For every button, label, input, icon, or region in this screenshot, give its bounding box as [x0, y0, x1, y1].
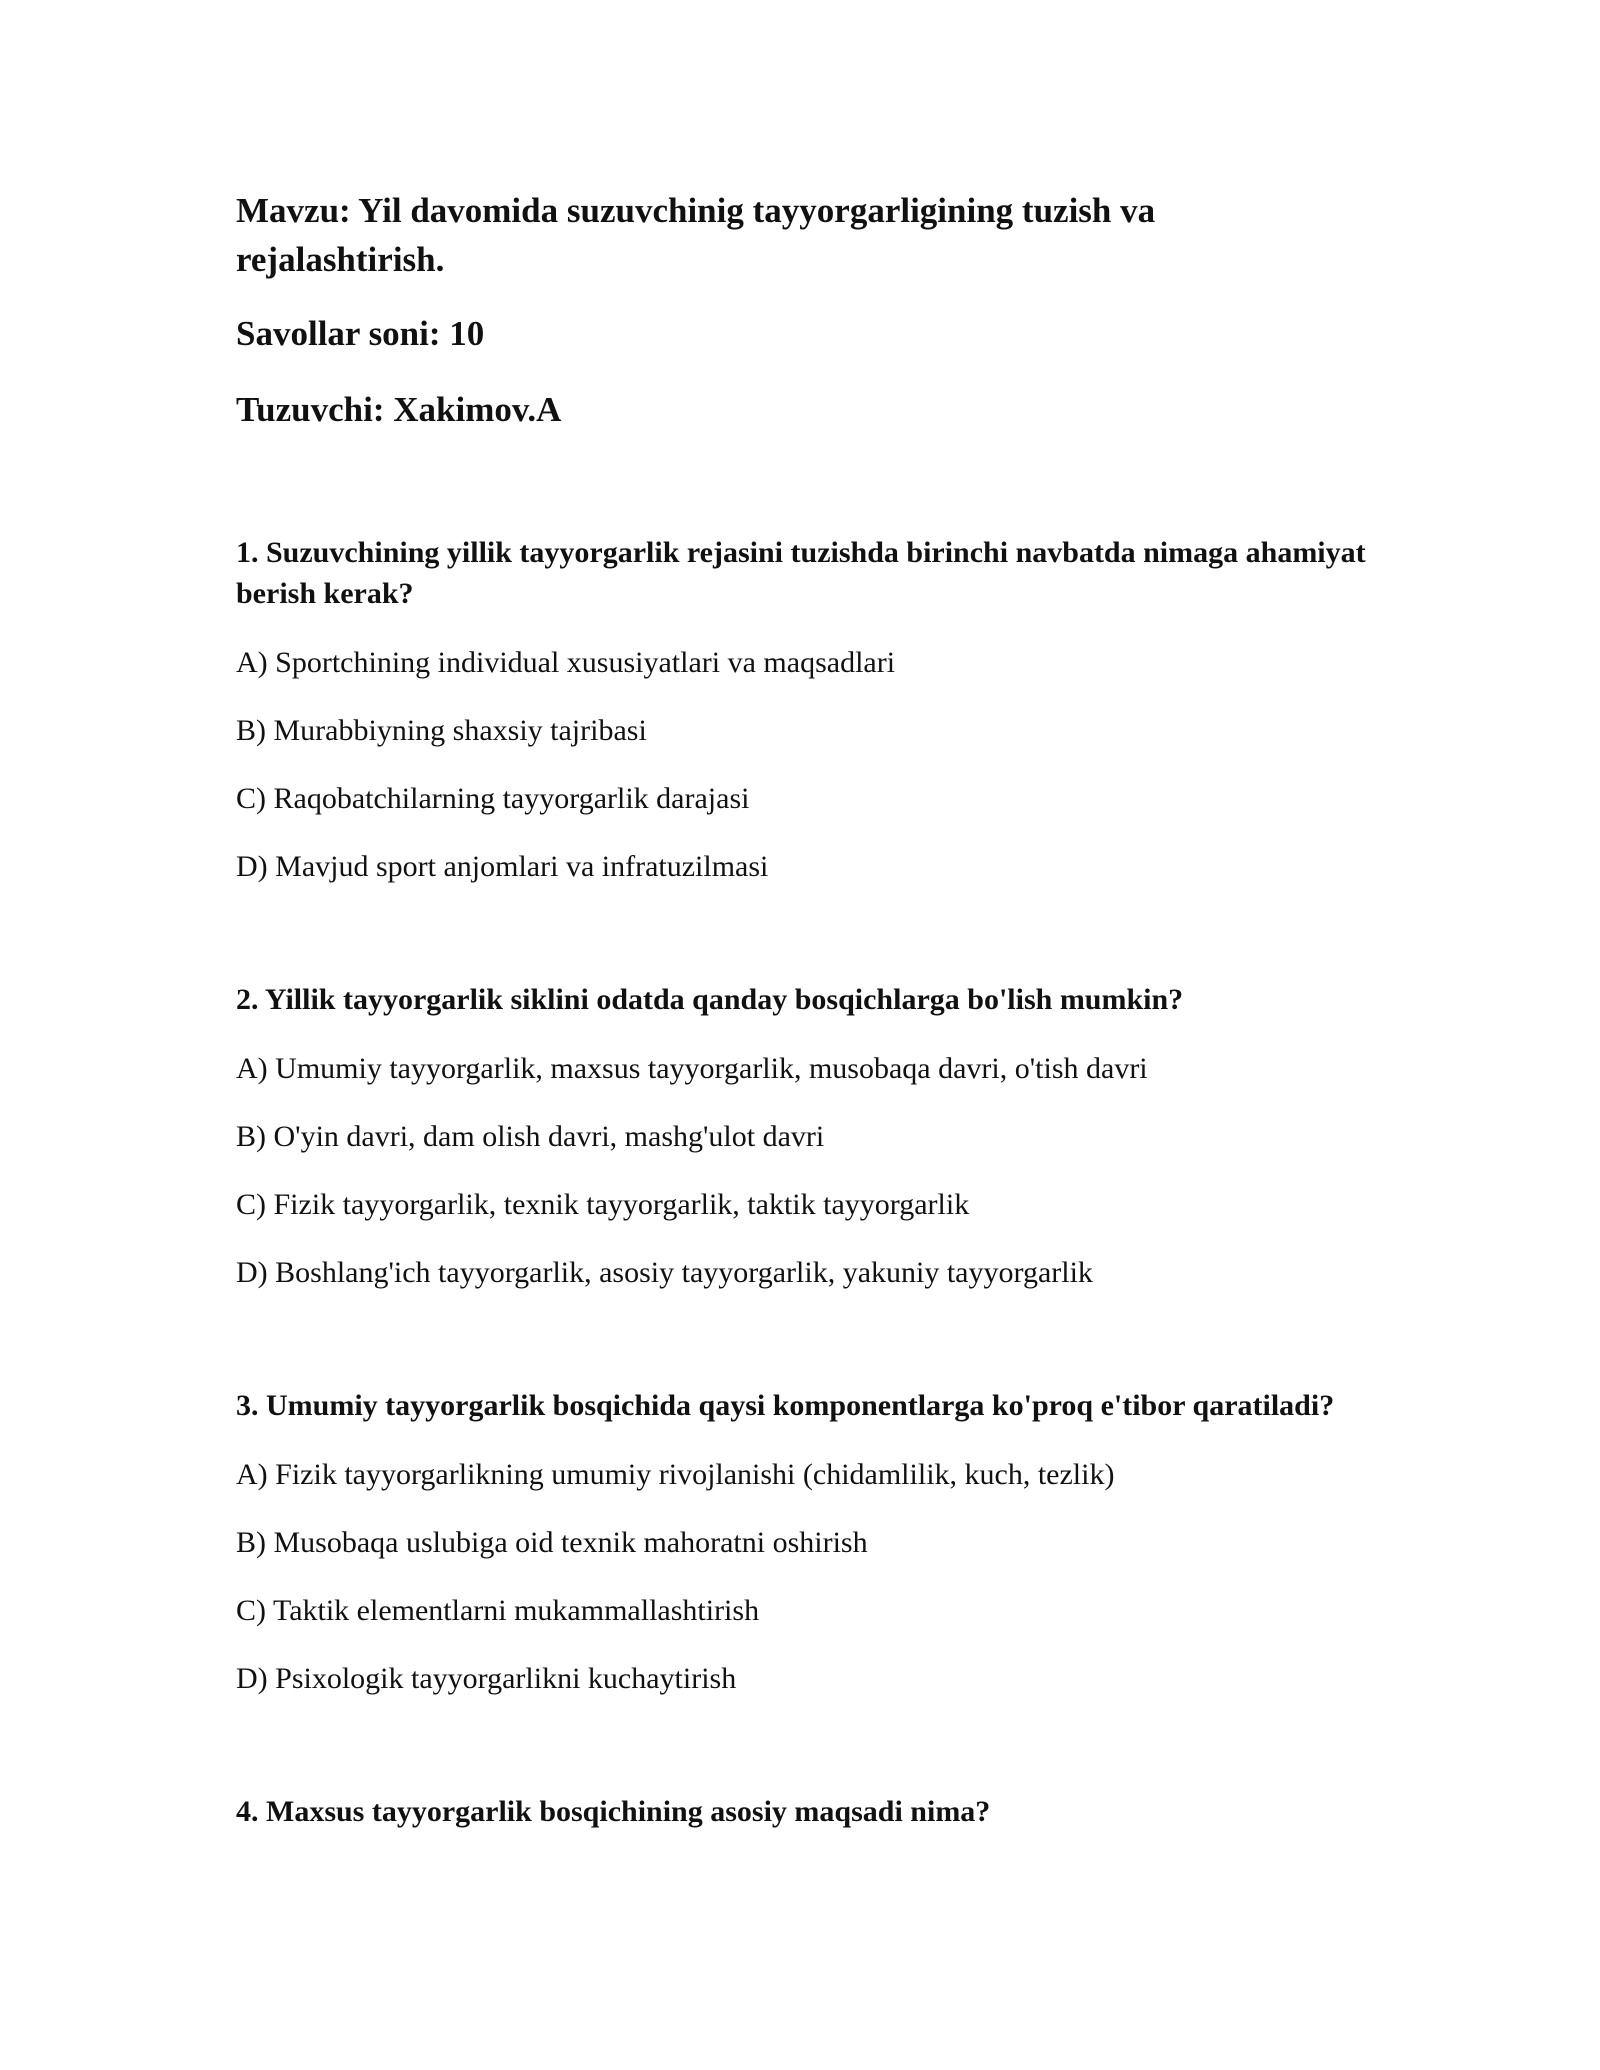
answer-option: D) Boshlang'ich tayyorgarlik, asosiy tayyorgarlik, yakuniy tayyorgarlik	[236, 1256, 1093, 1289]
answer-option: D) Psixologik tayyorgarlikni kuchaytirish	[236, 1662, 737, 1695]
answer-option: B) Musobaqa uslubiga oid texnik mahoratni oshirish	[236, 1526, 868, 1559]
answer-option: B) O'yin davri, dam olish davri, mashg'ulot davri	[236, 1120, 825, 1153]
answer-option: C) Raqobatchilarning tayyorgarlik darajasi	[236, 782, 750, 815]
question-block	[236, 1791, 1366, 1832]
answer-option: A) Umumiy tayyorgarlik, maxsus tayyorgarlik, musobaqa davri, o'tish davri	[236, 1052, 1148, 1085]
author-line: Tuzuvchi: Xakimov.A	[236, 390, 562, 429]
question-text: 2. Yillik tayyorgarlik siklini odatda qanday bosqichlarga bo'lish mumkin?	[236, 983, 1184, 1016]
question-text: 4. Maxsus tayyorgarlik bosqichining asosiy maqsadi nima?	[236, 1795, 991, 1828]
document-page	[236, 186, 1366, 1832]
answer-option: D) Mavjud sport anjomlari va infratuzilmasi	[236, 850, 769, 883]
question-block	[236, 1385, 1366, 1699]
question-count: Savollar soni: 10	[236, 314, 485, 353]
answer-option: C) Fizik tayyorgarlik, texnik tayyorgarlik, taktik tayyorgarlik	[236, 1188, 970, 1221]
answer-option: A) Fizik tayyorgarlikning umumiy rivojlanishi (chidamlilik, kuch, tezlik)	[236, 1458, 1115, 1491]
answer-option: C) Taktik elementlarni mukammallashtirish	[236, 1594, 760, 1627]
answer-option: B) Murabbiyning shaxsiy tajribasi	[236, 714, 647, 747]
question-text: 1. Suzuvchining yillik tayyorgarlik rejasini tuzishda birinchi navbatda nimaga ahamiyat berish kerak?	[236, 536, 1366, 610]
question-text: 3. Umumiy tayyorgarlik bosqichida qaysi komponentlarga ko'proq e'tibor qaratiladi?	[236, 1389, 1335, 1422]
document-title: Mavzu: Yil davomida suzuvchinig tayyorgarligining tuzish va rejalashtirish.	[236, 191, 1156, 279]
question-block	[236, 532, 1366, 887]
question-block	[236, 979, 1366, 1293]
answer-option: A) Sportchining individual xususiyatlari va maqsadlari	[236, 646, 896, 679]
